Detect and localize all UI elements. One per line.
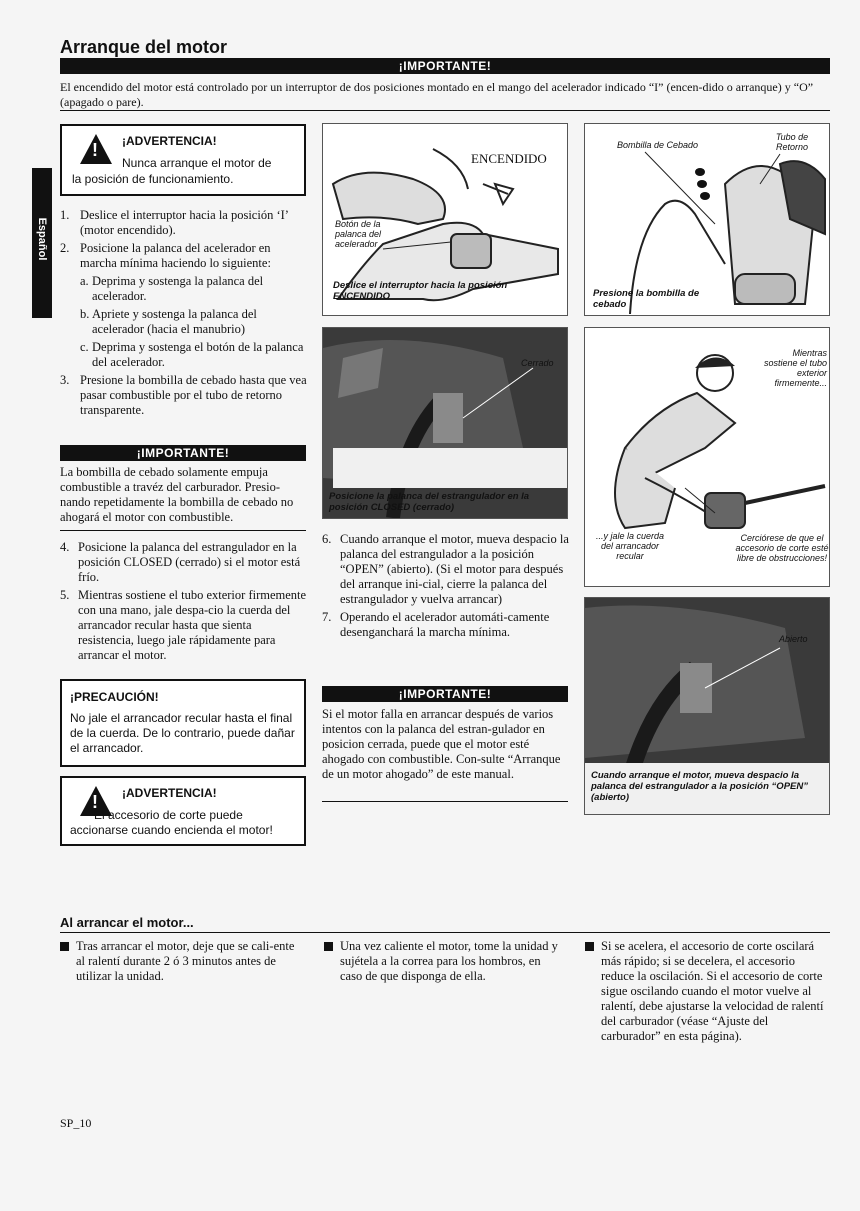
figure-ignition-switch: [322, 123, 568, 316]
warning-title: ¡ADVERTENCIA!: [122, 134, 217, 148]
step-7: 7. Operando el acelerador automáti-camente desenganchará la marcha mínima.: [322, 610, 550, 639]
intro-divider: [60, 110, 830, 111]
substep-c: c. Deprima y sostenga el botón de la palanca del acelerador.: [80, 340, 304, 369]
caution-box: [60, 679, 306, 767]
step-6: 6. Cuando arranque el motor, mueva despacio la palanca del estrangulador a la posición “OPEN” (abierto). (Si el motor para después del arranque ini-cial, cierre la palanca del estrangulador y vuelva arrancar): [322, 532, 569, 606]
note-divider: [60, 530, 306, 531]
intro-text: El encendido del motor está controlado por un interruptor de dos posiciones montado en el mango del acelerador indicado “I” (encen-dido o arranque) y “O” (apagado o pare).: [60, 80, 814, 109]
substep-b: b. Apriete y sostenga la palanca del acelerador (hacia el manubrio): [80, 307, 257, 336]
substep-a: a. Deprima y sostenga la palanca del acelerador.: [80, 274, 264, 303]
section-divider: [60, 932, 830, 933]
warning-body-line2: la posición de funcionamiento.: [72, 172, 234, 186]
step-1: 1. Deslice el interruptor hacia la posición ‘I’ (motor encendido).: [60, 208, 289, 237]
figure-caption: Deslice el interruptor hacia la posición ENCENDIDO: [333, 280, 508, 302]
figure-caption: Cuando arranque el motor, mueva despacio la palanca del estrangulador a la posición “OPEN” (abierto): [591, 770, 808, 803]
step-4: 4. Posicione la palanca del estrangulador en la posición CLOSED (cerrado) si el motor está frío.: [60, 540, 301, 584]
label-encendido: ENCENDIDO: [471, 151, 547, 166]
step-2: 2. Posicione la palanca del acelerador en marcha mínima haciendo lo siguiente:: [60, 241, 271, 270]
warning-body-line1: El accesorio de corte puede: [94, 808, 243, 822]
warning-body-line2: accionarse cuando encienda el motor!: [70, 823, 273, 837]
warning-body-line1: Nunca arranque el motor de: [122, 156, 272, 170]
label-primer-bulb: Bombilla de Cebado: [617, 140, 699, 150]
figure-choke-closed: [322, 327, 568, 519]
note-divider: [322, 801, 568, 802]
warning-box-cutting-attachment: [60, 776, 306, 846]
figure-caption: Posicione la palanca del estrangulador en la posición CLOSED (cerrado): [329, 491, 530, 513]
steps-1-3: [60, 208, 308, 421]
step-5: 5. Mientras sostiene el tubo exterior firmemente con una mano, jale despa-cio la cuerda del arrancador recular hasta que sienta resistencia, luego jale rápidamente para arrancar el motor.: [60, 588, 307, 662]
important-banner-3: ¡IMPORTANTE!: [322, 686, 568, 702]
after-start-bullet-2: Una vez caliente el motor, tome la unidad y sujétela a la correa para los hombros, en caso de que disponga de ella.: [324, 939, 564, 984]
label-pull-cord: ...y jale la cuerda del arrancador recular: [595, 531, 665, 561]
steps-6-7: [322, 532, 570, 643]
after-start-bullet-3: Si se acelera, el accesorio de corte oscilará más rápido; si se decelera, el accesorio reduce la oscilación. Si el accesorio de corte sigue oscilando cuando el motor vuelve al ralentí, debe ajustarse la velocidad de ralentí del carburador (véase “Ajuste del carburador” en esta página).: [585, 939, 830, 1044]
caution-title: ¡PRECAUCIÓN!: [70, 690, 159, 704]
warning-box-start-position: [60, 124, 306, 196]
section-title: Al arrancar el motor...: [60, 915, 194, 930]
figure-choke-open: [584, 597, 830, 815]
warning-title: ¡ADVERTENCIA!: [122, 786, 217, 800]
important-banner: ¡IMPORTANTE!: [60, 58, 830, 74]
after-start-bullet-1: Tras arrancar el motor, deje que se cali-ente al ralentí durante 2 ó 3 minutos antes de utilizar la unidad.: [60, 939, 300, 984]
figure-pull-starter: [584, 327, 830, 587]
label-abierto: Abierto: [779, 634, 808, 644]
page-title: Arranque del motor: [60, 37, 228, 57]
label-throttle-button: Botón de la palanca del acelerador: [335, 219, 382, 249]
important-flooded-note: Si el motor falla en arrancar después de varios intentos con la palanca del estran-gulador en posicion cerrada, puede que el motor esté ahogado con combustible. Con-sulte “Arranque de un motor ahogado” de este manual.: [322, 707, 561, 781]
step-3: 3. Presione la bombilla de cebado hasta que vea pasar combustible por el tubo de retorno transparente.: [60, 373, 307, 417]
figure-primer-bulb: [584, 123, 830, 316]
steps-4-5: [60, 540, 308, 666]
label-cerrado: Cerrado: [521, 358, 554, 368]
important-banner-2: ¡IMPORTANTE!: [60, 445, 306, 461]
important-primer-note: La bombilla de cebado solamente empuja combustible a travéz del carburador. Presio-nando repetidamente la bombilla de cebado no ahogará el motor con combustible.: [60, 465, 294, 524]
caution-body: No jale el arrancador recular hasta el final de la cuerda. De lo contrario, puede dañar el arrancador.: [70, 711, 295, 755]
label-clear-obstructions: Cerciórese de que el accesorio de corte esté libre de obstrucciones!: [735, 533, 829, 563]
language-tab: Español: [32, 168, 52, 318]
warning-triangle-icon: [80, 134, 112, 164]
label-hold-tube: Mientras sostiene el tubo exterior firmemente...: [763, 348, 827, 388]
figure-caption: Presione la bombilla de cebado: [593, 288, 700, 310]
page-number: SP_10: [60, 1116, 92, 1130]
label-return-tube: Tubo de Retorno: [775, 132, 809, 152]
